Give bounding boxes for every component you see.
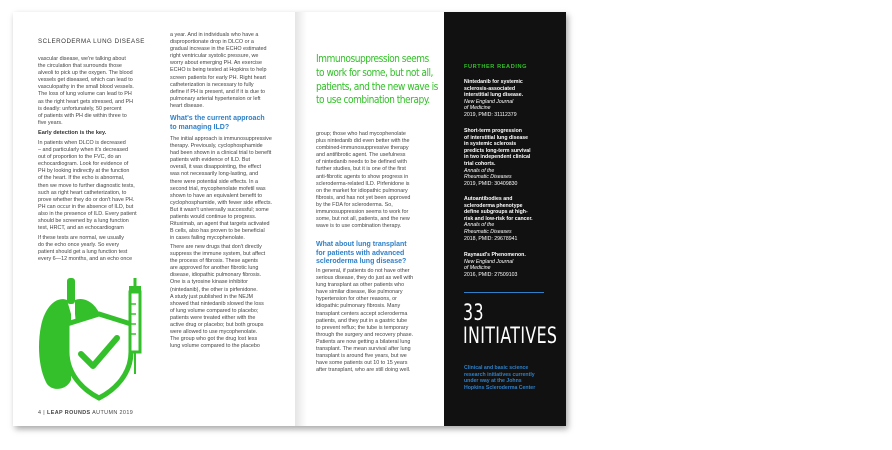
col2-heading: What's the current approach to managing ILD? — [170, 115, 265, 131]
lungs-shield-syringe-illustration — [37, 274, 149, 404]
reference-1: Nintedanib for systemic sclerosis-associated interstitial lung disease. New England Journal of Medicine 2019, PMID: 31112379 — [464, 79, 524, 118]
col2-para3: There are new drugs that don't directly suppress the immune system, but affect the process of fibrosis. These agents are approved for another fibrotic lung disease, idiopathic pulmonary fibrosis. One is a tyrosine kinase inhibitor (nintedanib), the other is pirfenidone. A study just published in the NEJM showed that nintedanib slowed the loss of lung volume compared to placebo; patients were treated either with the active drug or placebo; but both groups were allowed to use mycophenolate. The group who got the drug lost less lung volume compared to the placebo — [170, 244, 266, 350]
col1-para1: vascular disease, we're talking about the circulation that surrounds those alveoli to pick up the oxygen. The blood vessels get diseased, which can lead to vasculopathy in the small blood vessels. The loss of lung volume can lead to PH as the right heart gets stressed, and PH is deadly: unfortunately, 50 percent of patients with PH die within three to five years. — [38, 56, 134, 126]
initiatives-stat: 33 INITIATIVES — [463, 301, 558, 349]
reference-3: Autoantibodies and scleroderma phenotype define subgroups at high- risk and low-risk for cancer. Annals of the Rheumatic Diseases 2018, PMID: 29678941 — [464, 196, 533, 242]
col1-para3: If these tests are normal, we usually do the echo once yearly. So every patient should get a lung function test every 6—12 months, and an echo once — [38, 235, 133, 263]
col3-para1: group; those who had mycophenolate plus nintedanib did even better with the combined-immunosuppressive therapy and antifibrotic agent. The usefulness of nintedanib needs to be defined with further studies, but it is one of the first anti-fibrotic agents to show progress in scleroderma-related ILD. Pirfenidone is on the market for idiopathic pulmonary fibrosis, and has not yet been approved by the FDA for scleroderma. So, immunosuppression seems to work for some, but not all, patients, and the new wave is to use combination therapy. — [316, 131, 411, 230]
col2-para2: The initial approach is immunosuppressive therapy. Previously, cyclophosphamide had been shown in a clinical trial to benefit patients with evidence of ILD. But overall, it was disappointing, the effect was not necessarily long-lasting, and there were potential side effects. In a second trial, mycophenolate mofetil was shown to have an equivalent benefit to cyclophosphamide, with fewer side effects. But it wasn't universally successful; some patients would continue to progress. Rituximab, an agent that targets activated B cells, also has proven to be beneficial in cases failing mycophenolate. — [170, 136, 273, 242]
col1-para2: In patients when DLCO is decreased – and particularly when it's decreased out of proportion to the FVC, do an echocardiogram. Look for evidence of PH by looking indirectly at the function of the heart. If the echo is abnormal, then we move to further diagnostic tests, such as right heart catheterization, to prove whether they do or don't have PH. PH can occur in the absence of ILD, but also in the presence of ILD. Every patient should be screened by a lung function test, HRCT, and an echocardiogram — [38, 140, 137, 232]
page-spine — [295, 12, 307, 426]
initiatives-caption: Clinical and basic science research initiatives currently under way at the Johns Hopkins Scleroderma Center — [464, 365, 536, 391]
shield-icon — [67, 314, 131, 398]
col3-para2: In general, if patients do not have other serious disease, they do just as well with lung transplant as other patients who have similar disease, like pulmonary hypertension for other reasons, or idiopathic pulmonary fibrosis. Many transplant centers accept scleroderma patients, and they put in a gastric tube to prevent reflux; the tube is temporary through the surgery and recovery phase. Patients are now getting a bilateral lung transplant. The mean survival after lung transplant is around five years, but we have some patients out 10 to 15 years after transplant, who are still doing well. — [316, 268, 414, 374]
col3-heading: What about lung transplant for patients with advanced scleroderma lung disease? — [316, 241, 407, 266]
issue-label: AUTUMN 2019 — [92, 410, 134, 416]
further-reading-title: FURTHER READING — [464, 64, 528, 70]
sidebar-divider — [464, 292, 544, 293]
reference-2: Short-term progression of interstitial lung disease in systemic sclerosis predicts long-term survival in two independent clinical trial cohorts. Annals of the Rheumatic Diseases 2019, PMID: 30409830 — [464, 128, 531, 187]
reference-4: Raynaud's Phenomenon. New England Journal of Medicine 2016, PMID: 27509103 — [464, 252, 526, 278]
pull-quote: Immunosuppression seems to work for some, but not all, patients, and the new wave is to use combination therapy. — [316, 53, 438, 107]
col2-para1: a year. And in individuals who have a disproportionate drop in DLCO or a gradual increase in the ECHO estimated right ventricular systolic pressure, we worry about emerging PH. An exercise ECHO is being tested at Hopkins to help screen patients for early PH. Right heart catheterization is necessary to fully define if PH is present, and if it is due to pulmonary arterial hypertension or left heart disease. — [170, 32, 267, 109]
publication-name: LEAP ROUNDS — [47, 410, 91, 416]
col1-subhead: Early detection is the key. — [38, 130, 107, 136]
magazine-spread — [13, 12, 566, 426]
page-footer: 4 | LEAP ROUNDS AUTUMN 2019 — [38, 410, 134, 416]
page-number: 4 — [38, 410, 42, 416]
running-header: SCLERODERMA LUNG DISEASE — [38, 38, 145, 45]
